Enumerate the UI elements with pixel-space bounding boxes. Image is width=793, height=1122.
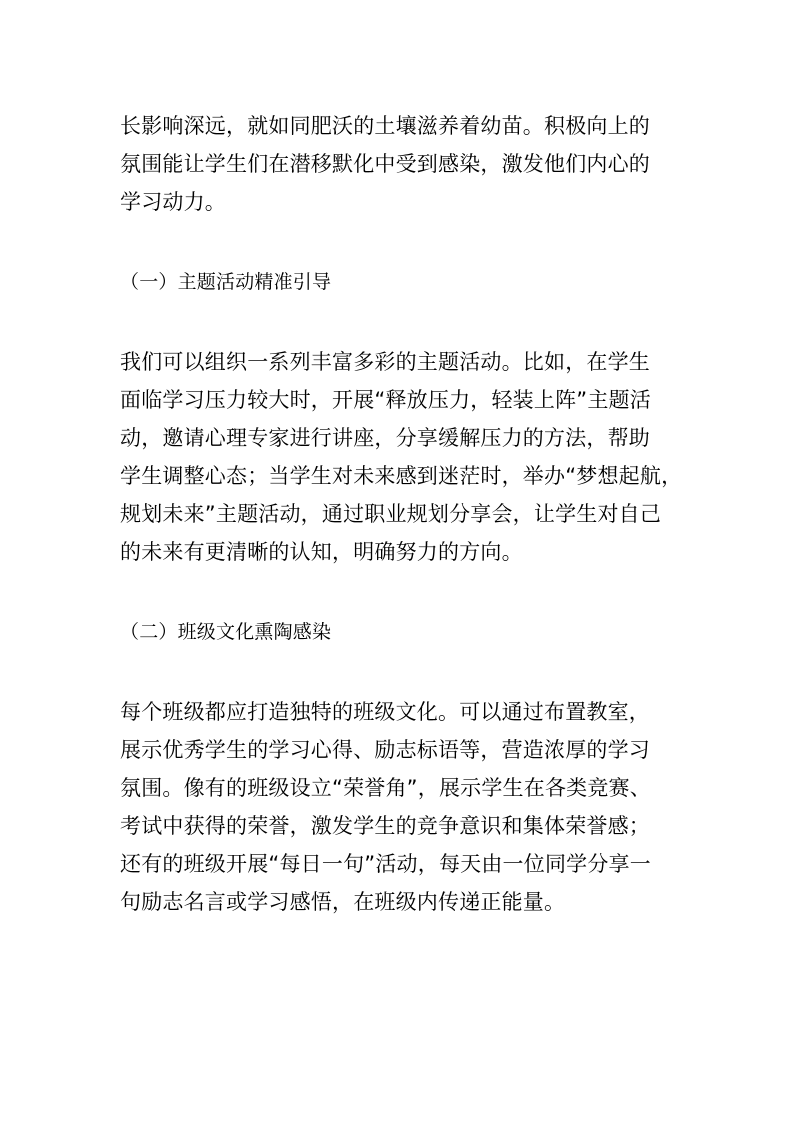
paragraph-line: 我们可以组织一系列丰富多彩的主题活动。比如，在学生 [120, 350, 650, 374]
paragraph-line: 动，邀请心理专家进行讲座，分享缓解压力的方法，帮助 [120, 426, 650, 450]
paragraph-line: 还有的班级开展“每日一句”活动，每天由一位同学分享一 [120, 852, 651, 876]
paragraph-line: 考试中获得的荣誉，激发学生的竞争意识和集体荣誉感； [120, 814, 650, 838]
paragraph-line: 长影响深远，就如同肥沃的土壤滋养着幼苗。积极向上的 [120, 114, 650, 138]
paragraph-line: 的未来有更清晰的认知，明确努力的方向。 [120, 540, 523, 564]
paragraph-line: 规划未来”主题活动，通过职业规划分享会，让学生对自己 [120, 502, 662, 526]
section-1-paragraph [120, 343, 683, 571]
paragraph-line: 学生调整心态；当学生对未来感到迷茫时，举办“梦想起航， [120, 464, 683, 488]
section-2-paragraph [120, 693, 680, 921]
paragraph-line: 面临学习压力较大时，开展“释放压力，轻装上阵”主题活 [120, 388, 651, 412]
intro-paragraph [120, 107, 680, 221]
paragraph-line: 氛围能让学生们在潜移默化中受到感染，激发他们内心的 [120, 152, 650, 176]
paragraph-line: 学习动力。 [120, 190, 226, 214]
paragraph-line: 氛围。像有的班级设立“荣誉角”，展示学生在各类竞赛、 [120, 776, 651, 800]
paragraph-line: 展示优秀学生的学习心得、励志标语等，营造浓厚的学习 [120, 738, 650, 762]
section-heading-1: （一）主题活动精准引导 [120, 271, 332, 293]
paragraph-line: 句励志名言或学习感悟，在班级内传递正能量。 [120, 890, 566, 914]
document-body [120, 107, 683, 963]
section-heading-2: （二）班级文化熏陶感染 [120, 621, 332, 643]
paragraph-line: 每个班级都应打造独特的班级文化。可以通过布置教室， [120, 700, 650, 724]
